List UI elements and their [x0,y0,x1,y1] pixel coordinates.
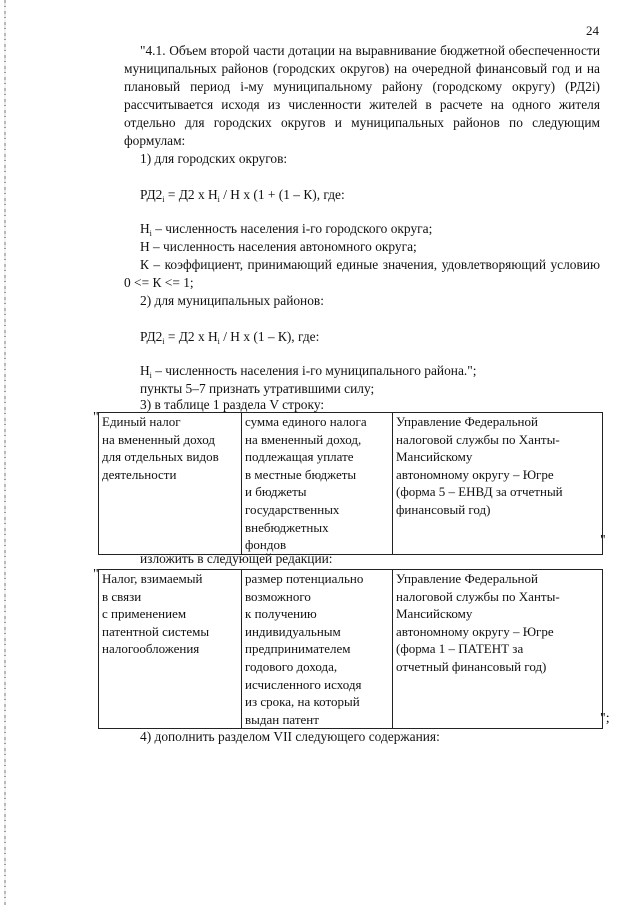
formula-rhs: / Н х (1 – К), где: [219,329,320,344]
quote-close-semicolon: "; [600,711,610,726]
new-edit-line: изложить в следующей редакции: [140,551,333,566]
formula-subscript: i [217,195,220,204]
definition-var: Н [140,363,150,378]
formula-mid: = Д2 х Н [164,187,218,202]
quote-open: " [93,410,99,425]
definition-text: – численность населения i-го муниципального района."; [151,363,477,378]
formula-subscript: i [162,195,165,204]
table-new-row [98,569,603,729]
scan-edge [4,0,6,905]
page-number: 24 [586,23,599,38]
table-cell-source: Управление Федеральной налоговой службы по Ханты- Мансийскому автономному округу – Югре (форма 5 – ЕНВД за отчетный финансовый год) [393,413,603,555]
formula-city-districts [140,186,345,209]
paragraph-4-1: "4.1. Объем второй части дотации на выравнивание бюджетной обеспеченности муниципальных районов (городских округов) на очередной финансовый год и на плановый период i-му муниципальному району (городскому округу) (РД2i) рассчитывается исходя из численности жителей в расчете на одного жителя отдельно для городских округов и муниципальных районов по следующим формулам: [124,43,600,148]
definition-subscript: i [149,371,152,380]
table-cell-tax-name: Единый налог на вмененный доход для отдельных видов деятельности [99,413,242,555]
table-intro-line: 3) в таблице 1 раздела V строку: [140,397,325,412]
table-cell-tax-base: размер потенциально возможного к получению индивидуальным предпринимателем годового дохода, исчисленного исходя из срока, на который выдан патент [242,570,393,729]
formula-subscript: i [217,337,220,346]
formula-lhs: РД2 [140,187,163,202]
points-invalid-line: пункты 5–7 признать утратившими силу; [140,381,375,396]
item-add-section: 4) дополнить разделом VII следующего содержания: [140,729,440,744]
definition-text: – численность населения i-го городского округа; [151,221,433,236]
table-row [99,413,603,555]
item-city-districts: 1) для городских округов: [140,151,288,166]
formula-subscript: i [162,337,165,346]
quote-open: " [93,567,99,582]
definition-subscript: i [149,229,152,238]
table-old-row [98,412,603,555]
quote-close: " [600,533,606,548]
table-cell-source: Управление Федеральной налоговой службы по Ханты- Мансийскому автономному округу – Югре (форма 1 – ПАТЕНТ за отчетный финансовый год) [393,570,603,729]
definition-k: К – коэффициент, принимающий единые значения, удовлетворяющий условию 0 <= К <= 1; [124,257,600,290]
table-cell-tax-name: Налог, взимаемый в связи с применением патентной системы налогообложения [99,570,242,729]
formula-lhs: РД2 [140,329,163,344]
table-row [99,570,603,729]
formula-rhs: / Н х (1 + (1 – К), где: [219,187,345,202]
item-municipal-districts: 2) для муниципальных районов: [140,293,324,308]
definition-var: Н [140,221,150,236]
definition-n: Н – численность населения автономного округа; [140,239,417,254]
formula-mid: = Д2 х Н [164,329,218,344]
table-cell-tax-base: сумма единого налога на вмененный доход, подлежащая уплате в местные бюджеты и бюджеты государственных внебюджетных фондов [242,413,393,555]
formula-municipal-districts [140,328,319,351]
